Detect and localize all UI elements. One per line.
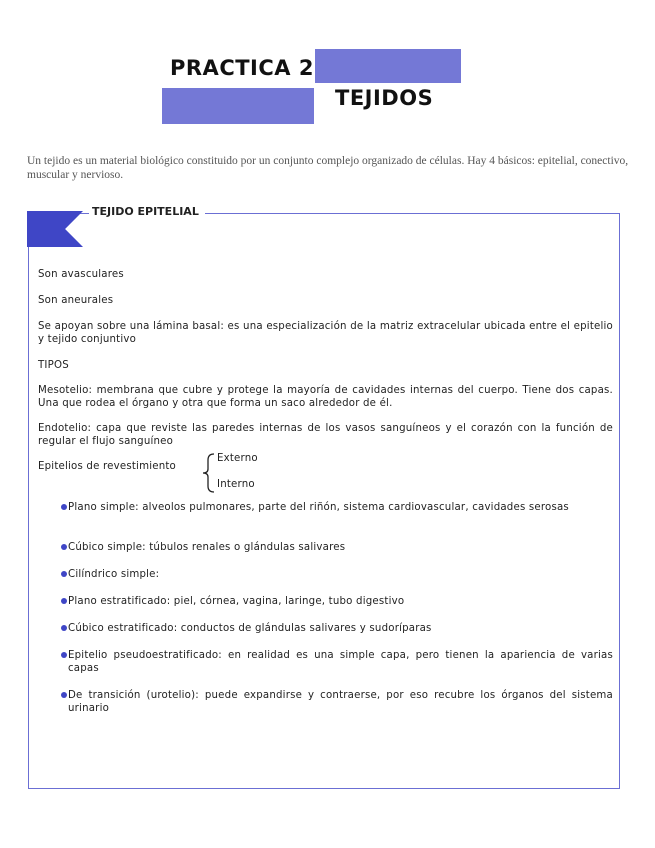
- paragraph-aneurales: Son aneurales: [38, 295, 114, 306]
- list-item-transicion: De transición (urotelio): puede expandirse y contraerse, por eso recubre los órganos del sistema urinario: [68, 690, 613, 714]
- revestimiento-option-externo: Externo: [217, 453, 258, 464]
- title-accent-bar-bottom: [162, 88, 314, 124]
- intro-paragraph: Un tejido es un material biológico constituido por un conjunto complejo organizado de células. Hay 4 básicos: epitelial, conectivo, muscular y nervioso.: [27, 155, 629, 181]
- page-title: PRACTICA 2: [170, 56, 314, 80]
- bullet-icon: [61, 625, 67, 631]
- bullet-icon: [61, 571, 67, 577]
- revestimiento-label: Epitelios de revestimiento: [38, 461, 176, 472]
- paragraph-lamina-basal: Se apoyan sobre una lámina basal: es una especialización de la matriz extracelular ubicada entre el epitelio y tejido conjuntivo: [38, 321, 613, 345]
- paragraph-tipos: TIPOS: [38, 360, 69, 371]
- bullet-icon: [61, 692, 67, 698]
- list-item-cubico-simple: Cúbico simple: túbulos renales o glándulas salivares: [68, 542, 346, 553]
- brace-icon: [200, 452, 216, 494]
- paragraph-endotelio: Endotelio: capa que reviste las paredes internas de los vasos sanguíneos y el corazón con la función de regular el flujo sanguíneo: [38, 423, 613, 447]
- list-item-cubico-estratificado: Cúbico estratificado: conductos de glándulas salivares y sudoríparas: [68, 623, 432, 634]
- bullet-icon: [61, 598, 67, 604]
- paragraph-mesotelio: Mesotelio: membrana que cubre y protege la mayoría de cavidades internas del cuerpo. Tiene dos capas. Una que rodea el órgano y otra que forma un saco alrededor de él.: [38, 385, 613, 409]
- list-item-plano-estratificado: Plano estratificado: piel, córnea, vagina, laringe, tubo digestivo: [68, 596, 405, 607]
- bullet-icon: [61, 652, 67, 658]
- section-title: TEJIDO EPITELIAL: [89, 205, 205, 218]
- list-item-pseudoestratificado: Epitelio pseudoestratificado: en realidad es una simple capa, pero tienen la apariencia de varias capas: [68, 650, 613, 674]
- list-item-cilindrico-simple: Cilíndrico simple:: [68, 569, 160, 580]
- title-accent-bar-top: [315, 49, 461, 83]
- page-subtitle: TEJIDOS: [335, 86, 434, 110]
- bullet-icon: [61, 504, 67, 510]
- revestimiento-option-interno: Interno: [217, 479, 255, 490]
- paragraph-avasculares: Son avasculares: [38, 269, 124, 280]
- bullet-icon: [61, 544, 67, 550]
- list-item-plano-simple: Plano simple: alveolos pulmonares, parte del riñón, sistema cardiovascular, cavidades serosas: [68, 502, 569, 513]
